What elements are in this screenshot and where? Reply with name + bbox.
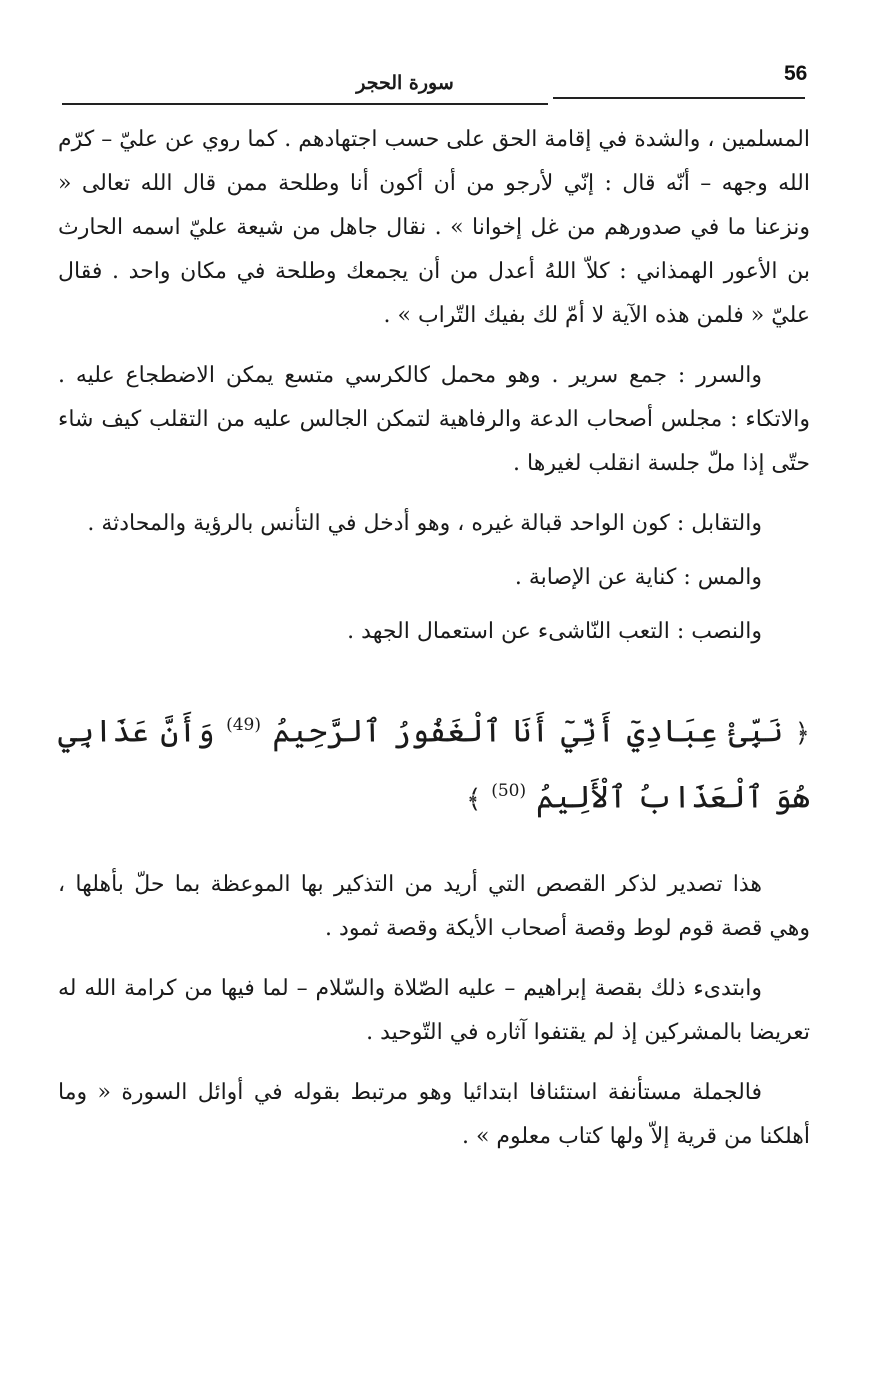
page-number: 56 <box>784 62 808 85</box>
ayah-number: (49) <box>226 715 262 735</box>
verse-open-bracket: ﴿ <box>794 718 811 749</box>
verse-text: وَأَنَّ عَذَابِي هُوَ ٱلْعَذَابُ ٱلْأَلِيمُ <box>58 713 810 816</box>
page-body <box>58 118 810 1159</box>
commentary-paragraph: والمس : كناية عن الإصابة . <box>514 565 762 590</box>
verse-close-bracket: ﴾ <box>466 784 482 815</box>
verse-text: نَبِّئْ عِبَادِيٓ أَنِّيٓ أَنَا ٱلْغَفُورُ ٱلرَّحِيمُ <box>272 713 784 750</box>
commentary-paragraph: والتقابل : كون الواحد قبالة غيره ، وهو أدخل في التأنس بالرؤية والمحادثة . <box>87 511 762 536</box>
commentary-paragraph: وابتدىء ذلك بقصة إبراهيم – عليه الصّلاة والسّلام – لما فيها من كرامة الله له تعريضا بالمشركين إذ لم يقتفوا آثاره في التّوحيد . <box>58 975 810 1045</box>
commentary-paragraph: المسلمين ، والشدة في إقامة الحق على حسب اجتهادهم . كما روي عن عليّ – كرّم الله وجهه – أنّه قال : إنّي لأرجو من أن أكون أنا وطلحة ممن قال الله تعالى « ونزعنا ما في صدورهم من غل إخوانا » . نقال جاهل من شيعة عليّ اسمه الحارث بن الأعور الهمذاني : كلاّ اللهُ أعدل من أن يجمعك وطلحة في مكان واحد . فقال عليّ « فلمن هذه الآية لا أمّ لك بفيك التّراب » . <box>58 127 810 328</box>
commentary-paragraph: هذا تصدير لذكر القصص التي أريد من التذكير بها الموعظة بما حلّ بأهلها ، وهي قصة قوم لوط وقصة أصحاب الأيكة وقصة ثمود . <box>58 871 810 941</box>
commentary-paragraph: والنصب : التعب النّاشىء عن استعمال الجهد . <box>347 619 762 644</box>
header-rule-right <box>553 97 805 99</box>
quran-verse <box>58 696 810 829</box>
commentary-paragraph: فالجملة مستأنفة استئنافا ابتدائيا وهو مرتبط بقوله في أوائل السورة « وما أهلكنا من قرية إلاّ ولها كتاب معلوم » . <box>58 1079 810 1149</box>
header-rule-left <box>62 103 548 105</box>
surah-title: سورة الحجر <box>356 72 454 94</box>
ayah-number: (50) <box>491 781 527 802</box>
commentary-paragraph: والسرر : جمع سرير . وهو محمل كالكرسي متسع يمكن الاضطجاع عليه . والاتكاء : مجلس أصحاب الدعة والرفاهية لتمكن الجالس عليه من التقلب كيف شاء حتّى إذا ملّ جلسة انقلب لغيرها . <box>58 363 810 476</box>
